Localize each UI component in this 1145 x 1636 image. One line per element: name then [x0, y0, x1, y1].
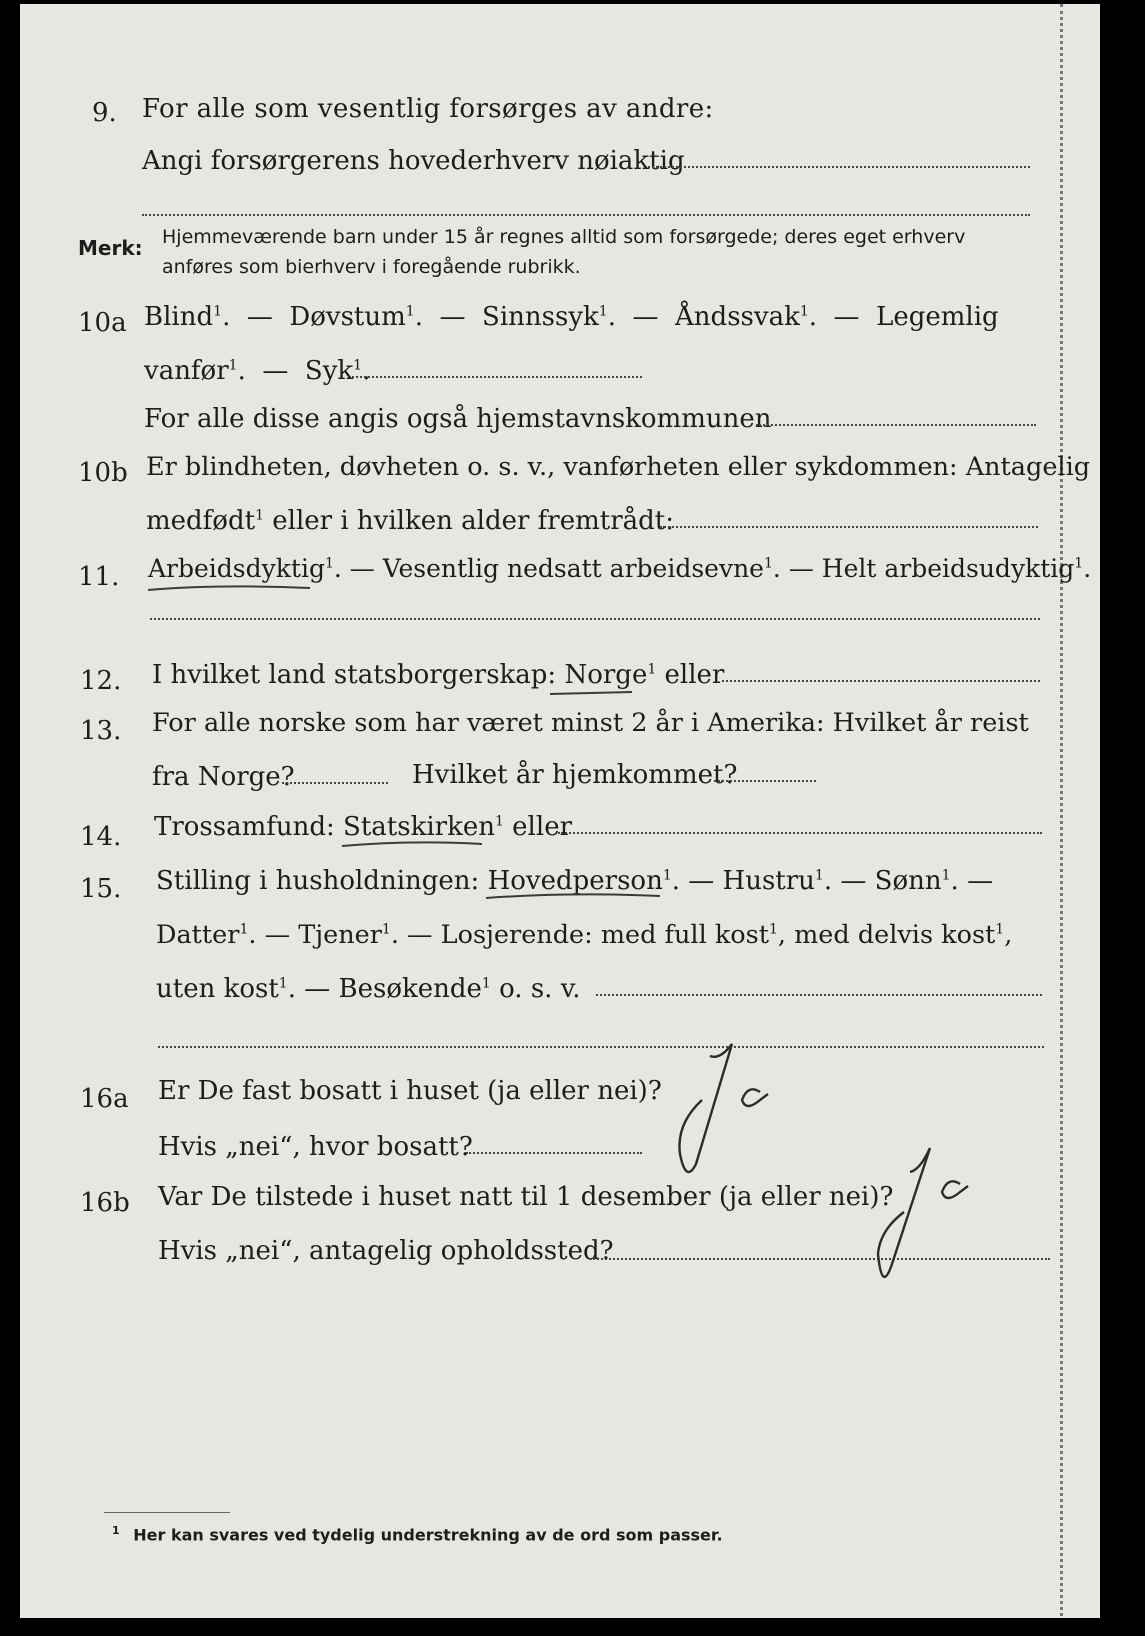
q12-line: I hvilket land statsborgerskap: Norge$^1$ eller — [152, 660, 725, 690]
q13-line1: For alle norske som har været minst 2 år i Amerika: Hvilket år reist — [152, 708, 1029, 738]
q10b-line2: medfødt$^1$ eller i hvilken alder fremtrådt: — [146, 506, 675, 536]
q10a-line2: vanfør$^1$. — Syk$^1$. — [144, 356, 371, 386]
q16a-fill-line[interactable] — [466, 1152, 642, 1154]
q11-fill-line[interactable] — [150, 618, 1040, 620]
q11-line: Arbeidsdyktig$^1$. — Vesentlig nedsatt arbeidsevne$^1$. — Helt arbeidsudyktig$^1$. — [148, 554, 1092, 583]
q16a-line1: Er De fast bosatt i huset (ja eller nei)? — [158, 1076, 662, 1106]
norge-option[interactable]: Norge — [564, 660, 648, 690]
arbeidsdyktig-underline — [148, 586, 310, 590]
footnote-rule — [104, 1512, 230, 1513]
fullkost-option[interactable]: med full kost — [600, 920, 769, 950]
q14-fill-line[interactable] — [558, 832, 1042, 834]
q14-number: 14. — [80, 822, 122, 852]
sonn-option[interactable]: Sønn — [874, 866, 942, 896]
answer-16a-ja — [679, 1044, 768, 1172]
vanfor-option[interactable]: vanfør — [144, 356, 229, 386]
syk-option[interactable]: Syk — [304, 356, 354, 386]
q12-number: 12. — [80, 666, 122, 696]
q15-line2: Datter$^1$. — Tjener$^1$. — Losjerende: med full kost$^1$, med delvis kost$^1$, — [156, 920, 1013, 950]
blind-option[interactable]: Blind — [144, 302, 214, 332]
hustru-option[interactable]: Hustru — [722, 866, 815, 896]
medfodt-option[interactable]: medfødt — [146, 506, 256, 536]
census-form-page — [20, 4, 1100, 1618]
perforated-edge — [1060, 4, 1100, 1618]
q9-line1: For alle som vesentlig forsørges av andre: — [142, 94, 714, 124]
datter-option[interactable]: Datter — [156, 920, 240, 950]
q14-line: Trossamfund: Statskirken$^1$ eller — [154, 812, 573, 842]
q10b-fill-line[interactable] — [660, 526, 1038, 528]
sinnssyk-option[interactable]: Sinnssyk — [482, 302, 599, 332]
q9-fill-line-2[interactable] — [142, 214, 1030, 216]
hovedperson-option[interactable]: Hovedperson — [487, 866, 663, 896]
q13-reist-fill-line[interactable] — [282, 782, 388, 784]
q15-line3: uten kost$^1$. — Besøkende$^1$ o. s. v. — [156, 974, 581, 1004]
q10a-number: 10a — [78, 308, 127, 338]
q9-number: 9. — [92, 98, 117, 128]
merk-label: Merk: — [78, 236, 143, 260]
q10a-line1: Blind$^1$. — Døvstum$^1$. — Sinnssyk$^1$. — Åndssvak$^1$. — Legemlig — [144, 302, 999, 332]
udyktig-option[interactable]: Helt arbeidsudyktig — [821, 554, 1075, 583]
merk-line2: anføres som bierhverv i foregående rubrikk. — [162, 256, 581, 278]
q13-hjem-fill-line[interactable] — [714, 780, 816, 782]
q10a-line3: For alle disse angis også hjemstavnskommunen — [144, 404, 772, 434]
q10b-line1: Er blindheten, døvheten o. s. v., vanførheten eller sykdommen: Antagelig — [146, 452, 1091, 482]
q9-fill-line[interactable] — [648, 166, 1030, 168]
q12-fill-line[interactable] — [722, 680, 1040, 682]
q15-line1: Stilling i husholdningen: Hovedperson$^1$. — Hustru$^1$. — Sønn$^1$. — — [156, 866, 994, 896]
q16b-number: 16b — [80, 1188, 130, 1218]
q15-fill-line-2[interactable] — [158, 1046, 1044, 1048]
q16b-line2: Hvis „nei“, antagelig opholdssted? — [158, 1236, 614, 1266]
q13-line2a: fra Norge? — [152, 762, 295, 792]
nedsatt-option[interactable]: Vesentlig nedsatt arbeidsevne — [382, 554, 764, 583]
statskirken-underline — [342, 842, 482, 846]
q10a-hjemstavn-fill-line[interactable] — [756, 424, 1036, 426]
q9-line2: Angi forsørgerens hovederhverv nøiaktig — [142, 146, 685, 176]
q15-fill-line[interactable] — [596, 994, 1042, 996]
merk-line1: Hjemmeværende barn under 15 år regnes alltid som forsørgede; deres eget erhverv — [162, 226, 966, 248]
dovstum-option[interactable]: Døvstum — [289, 302, 406, 332]
q13-line2b: Hvilket år hjemkommet? — [412, 760, 738, 790]
q13-number: 13. — [80, 716, 122, 746]
q16a-line2: Hvis „nei“, hvor bosatt? — [158, 1132, 473, 1162]
delviskost-option[interactable]: med delvis kost — [794, 920, 996, 950]
q15-number: 15. — [80, 874, 122, 904]
q10a-fill-line[interactable] — [352, 376, 642, 378]
legemlig-option[interactable]: Legemlig — [876, 302, 999, 332]
andssvak-option[interactable]: Åndssvak — [675, 302, 800, 332]
norge-underline — [550, 692, 632, 694]
arbeidsdyktig-option[interactable]: Arbeidsdyktig — [148, 554, 325, 583]
besokende-option[interactable]: Besøkende — [338, 974, 482, 1004]
tjener-option[interactable]: Tjener — [298, 920, 382, 950]
utenkost-option[interactable]: uten kost — [156, 974, 279, 1004]
q16a-number: 16a — [80, 1084, 129, 1114]
q16b-fill-line[interactable] — [590, 1258, 1050, 1260]
q16b-line1: Var De tilstede i huset natt til 1 desember (ja eller nei)? — [158, 1182, 894, 1212]
q11-number: 11. — [78, 562, 120, 592]
q10b-number: 10b — [78, 458, 128, 488]
statskirken-option[interactable]: Statskirken — [343, 812, 495, 842]
footnote: $^1$ Her kan svares ved tydelig understrekning av de ord som passer. — [112, 1524, 723, 1545]
